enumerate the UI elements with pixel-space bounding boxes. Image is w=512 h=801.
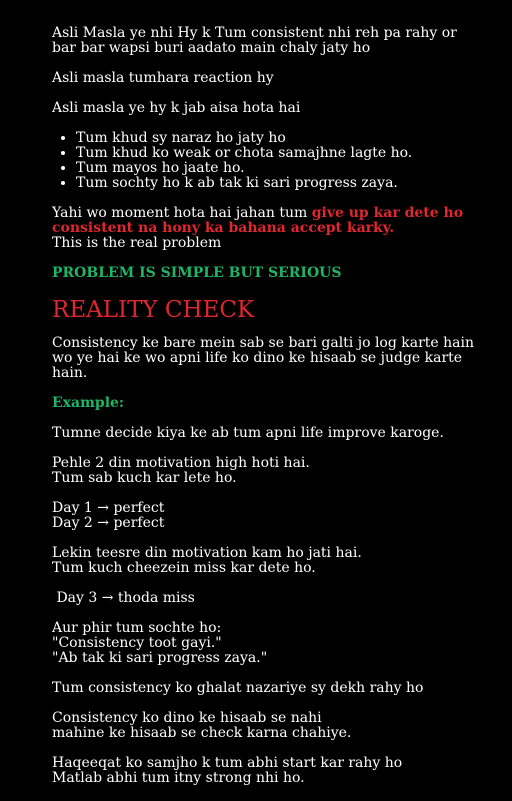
text-line: "Consistency toot gayi."	[52, 635, 222, 651]
text-line: "Ab tak ki sari progress zaya."	[52, 650, 268, 666]
moment-highlight: give up kar dete ho consistent na hony ka bahana accept karky.	[52, 205, 464, 236]
text-line: Tum sab kuch kar lete ho.	[52, 470, 237, 486]
moment-paragraph	[52, 206, 482, 251]
text-line: Tum kuch cheezein miss kar dete ho.	[52, 560, 316, 576]
reality-paragraph-2: Tumne decide kiya ke ab tum apni life improve karoge.	[52, 425, 444, 441]
day-2-line: Day 2 → perfect	[52, 515, 165, 531]
problem-heading: PROBLEM IS SIMPLE BUT SERIOUS	[52, 265, 342, 281]
day-3-line: Day 3 → thoda miss	[52, 590, 195, 606]
text-line: Matlab abhi tum itny strong nhi ho.	[52, 770, 305, 786]
reality-paragraph-8: Tum consistency ko ghalat nazariye sy dekh rahy ho	[52, 680, 424, 696]
text-line: Aur phir tum sochte ho:	[52, 620, 222, 636]
reality-paragraph-7	[52, 621, 482, 666]
text-line: Haqeeqat ko samjho k tum abhi start kar rahy ho	[52, 755, 403, 771]
list-item: • Tum khud ko weak or chota samajhne lagte ho.	[76, 146, 482, 161]
list-item: • Tum sochty ho k ab tak ki sari progress zaya.	[76, 176, 482, 191]
list-item: • Tum mayos ho jaate ho.	[76, 161, 482, 176]
reality-paragraph-1: Consistency ke bare mein sab se bari galti jo log karte hain wo ye hai ke wo apni life ko dino ke hisaab se judge karte hain.	[52, 335, 475, 381]
text-line: Pehle 2 din motivation high hoti hai.	[52, 455, 310, 471]
reality-paragraph-10	[52, 756, 482, 786]
reality-paragraph-3	[52, 456, 482, 486]
reaction-list	[52, 131, 482, 191]
text-line: Consistency ko dino ke hisaab se nahi	[52, 710, 322, 726]
text-line: mahine ke hisaab se check karna chahiye.	[52, 725, 352, 741]
intro-paragraph-3: Asli masla ye hy k jab aisa hota hai	[52, 100, 301, 116]
reality-paragraph-5	[52, 546, 482, 576]
days-paragraph	[52, 501, 482, 531]
day-1-line: Day 1 → perfect	[52, 500, 165, 516]
reality-check-heading: REALITY CHECK	[52, 297, 255, 323]
list-item: • Tum khud sy naraz ho jaty ho	[76, 131, 482, 146]
moment-prefix: Yahi wo moment hota hai jahan tum	[52, 205, 312, 221]
example-label: Example:	[52, 395, 125, 411]
reality-paragraph-9	[52, 711, 482, 741]
article-body	[52, 26, 482, 801]
intro-paragraph-1: Asli Masla ye nhi Hy k Tum consistent nhi reh pa rahy or bar bar wapsi buri aadato main chaly jaty ho	[52, 25, 457, 56]
text-line: Lekin teesre din motivation kam ho jati hai.	[52, 545, 362, 561]
moment-line-2: This is the real problem	[52, 235, 222, 251]
intro-paragraph-2: Asli masla tumhara reaction hy	[52, 70, 274, 86]
